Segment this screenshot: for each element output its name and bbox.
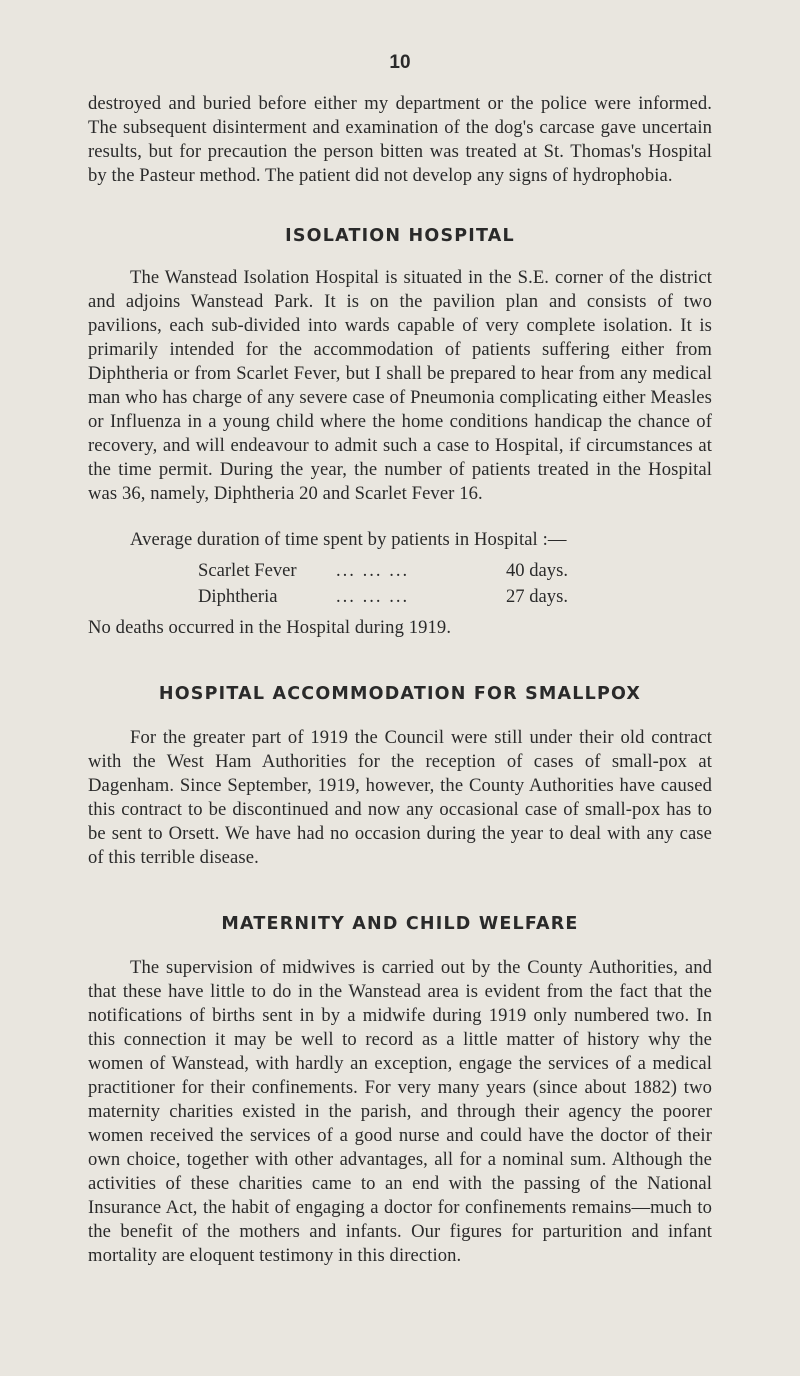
average-stay-table [198,558,712,610]
stay-label: Scarlet Fever [198,560,297,581]
smallpox-paragraph: For the greater part of 1919 the Council were still under their old contract with the West Ham Authorities for the reception of cases of small-pox at Dagenham. Since September, 1919, however, the County Authorities have caused this contract to be discontinued and now any occasional case of small-pox has to be sent to Orsett. We have had no occasion during the year to deal with any case of this terrible disease. [88,727,712,868]
average-stay-intro: Average duration of time spent by patients in Hospital :— [130,529,567,550]
stay-leader-dots: ... ... ... [336,586,410,607]
stay-leader-dots: ... ... ... [336,560,410,581]
stay-value: 40 days. [506,560,568,581]
stay-value: 27 days. [506,586,568,607]
isolation-hospital-heading: ISOLATION HOSPITAL [285,226,515,246]
stay-row-scarlet-fever [198,558,712,584]
maternity-paragraph: The supervision of midwives is carried out by the County Authorities, and that these have little to do in the Wanstead area is evident from the fact that the notifications of births sent in by a midwife during 1919 only numbered two. In this connection it may be well to record as a little matter of history why the women of Wanstead, with hardly an exception, engage the services of a medical practitioner for their confinements. For very many years (since about 1882) two maternity charities existed in the parish, and through their agency the poorer women received the services of a good nurse and could have the doctor of their own choice, together with other advantages, all for a nominal sum. Although the activities of these charities came to an end with the passing of the National Insurance Act, the habit of engaging a doctor for confinements remains—much to the benefit of the mothers and infants. Our figures for parturition and infant mortality are eloquent testimony in this direction. [88,957,712,1266]
intro-paragraph: destroyed and buried before either my department or the police were informed. The subsequent disinterment and examination of the dog's carcase gave uncertain results, but for precaution the person bitten was treated at St. Thomas's Hospital by the Pasteur method. The patient did not develop any signs of hydrophobia. [88,93,712,186]
smallpox-heading: HOSPITAL ACCOMMODATION FOR SMALLPOX [158,684,642,704]
isolation-hospital-paragraph: The Wanstead Isolation Hospital is situated in the S.E. corner of the district and adjoins Wanstead Park. It is on the pavilion plan and consists of two pavilions, each sub-divided into wards capable of very complete isolation. It is primarily intended for the accommodation of patients suffering either from Diphtheria or from Scarlet Fever, but I shall be prepared to hear from any medical man who has charge of any severe case of Pneumonia complicating either Measles or Influenza in a young child where the home conditions handicap the chance of recovery, and will endeavour to admit such a case to Hospital, if circumstances at the time permit. During the year, the number of patients treated in the Hospital was 36, namely, Diphtheria 20 and Scarlet Fever 16. [88,267,712,504]
no-deaths-note: No deaths occurred in the Hospital during 1919. [88,617,452,638]
stay-row-diphtheria [198,584,712,610]
maternity-heading: MATERNITY AND CHILD WELFARE [221,914,579,934]
stay-label: Diphtheria [198,586,278,607]
page-number: 10 [389,52,411,73]
